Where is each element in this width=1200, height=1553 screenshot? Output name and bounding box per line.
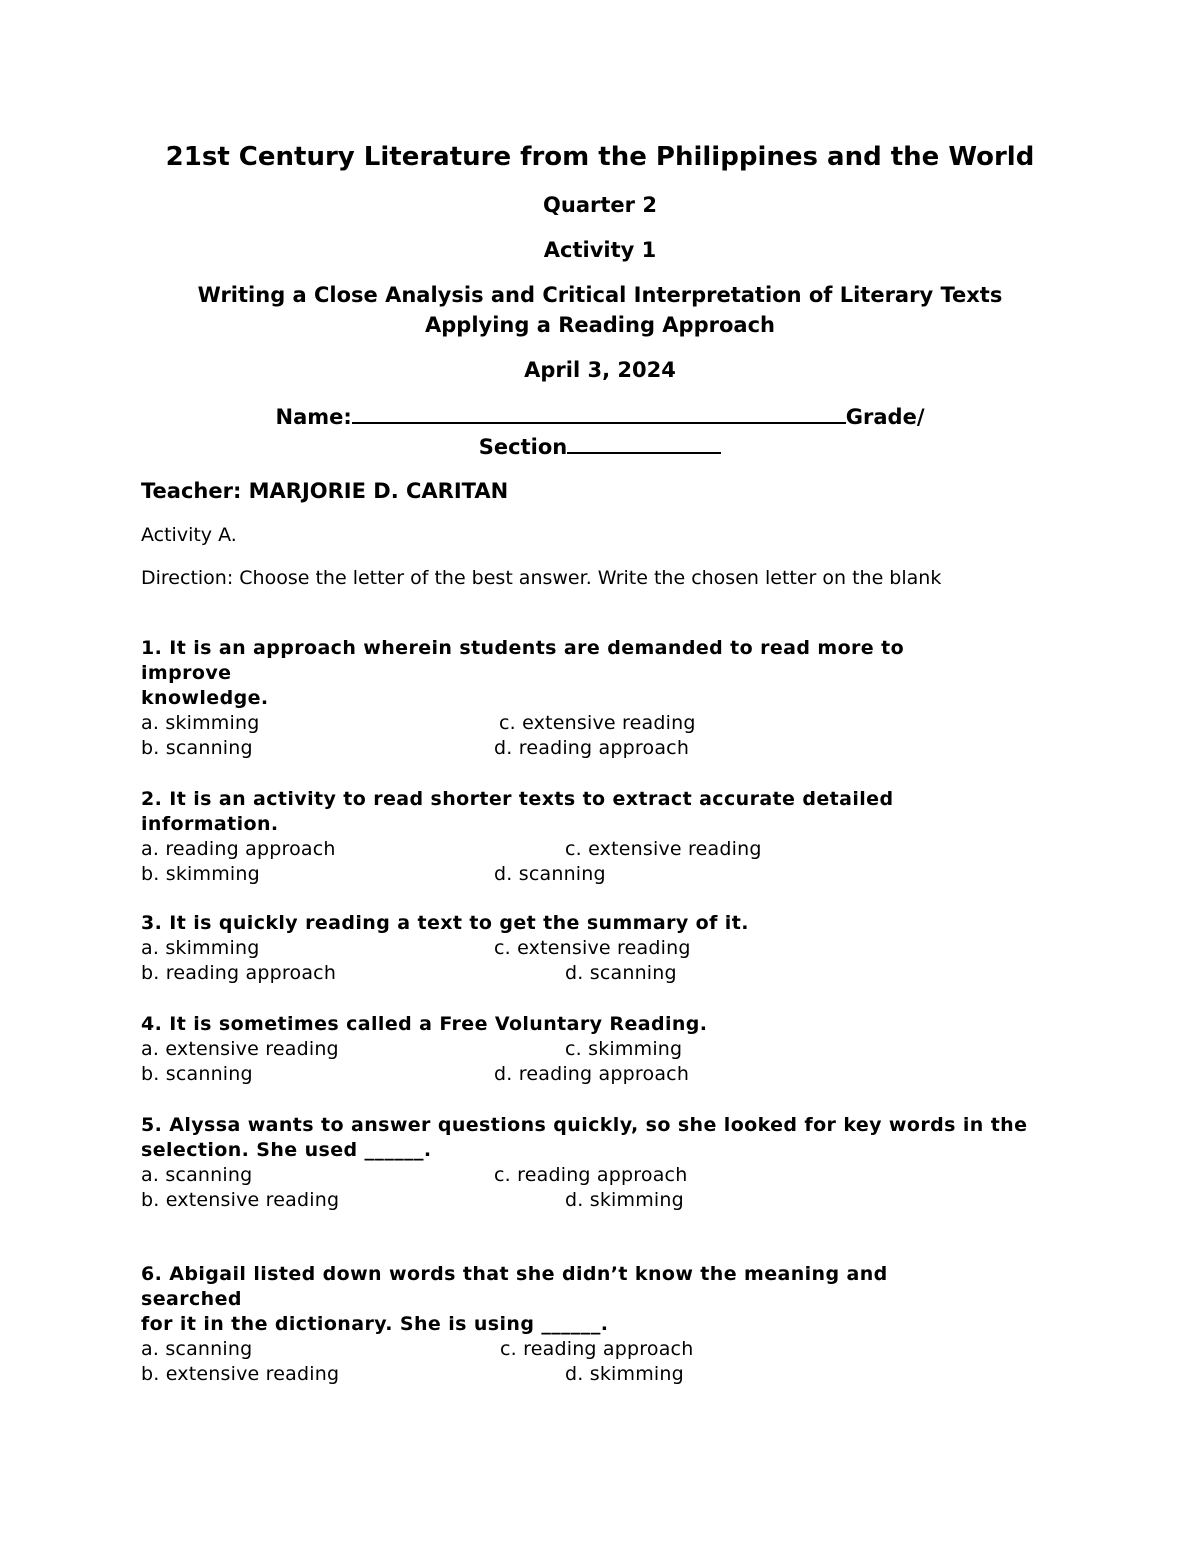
teacher-line: Teacher: MARJORIE D. CARITAN (141, 479, 509, 503)
option-b: b. skimming (141, 863, 260, 885)
option-b: b. scanning (141, 737, 253, 759)
option-c: c. reading approach (500, 1338, 694, 1360)
name-label: Name: (275, 405, 352, 429)
option-row (141, 1188, 1059, 1213)
option-a: a. scanning (141, 1164, 253, 1186)
section-label: Section (478, 435, 568, 459)
subtitle-line-2: Applying a Reading Approach (425, 313, 775, 337)
name-blank[interactable] (352, 400, 846, 424)
section-blank[interactable] (567, 430, 721, 454)
stem-line: 1. It is an approach wherein students are demanded to read more to improve (141, 637, 905, 684)
activity-a-label: Activity A. (141, 524, 237, 546)
option-c: c. extensive reading (494, 937, 691, 959)
option-d: d. scanning (565, 962, 677, 984)
option-row (141, 711, 1059, 736)
question-3 (141, 911, 1059, 986)
option-a: a. reading approach (141, 838, 336, 860)
option-b: b. extensive reading (141, 1189, 340, 1211)
option-row (141, 1037, 1059, 1062)
option-row (141, 1062, 1059, 1087)
question-stem: 3. It is quickly reading a text to get the summary of it. (141, 912, 749, 934)
option-row (141, 837, 1059, 862)
option-d: d. skimming (565, 1189, 684, 1211)
stem-line: 5. Alyssa wants to answer questions quickly, so she looked for key words in the (141, 1114, 1028, 1136)
option-row (141, 862, 1059, 887)
grade-label: Grade/ (845, 405, 925, 429)
direction-label: Direction (141, 567, 227, 589)
stem-line: knowledge. (141, 687, 269, 709)
question-stem (141, 1262, 1059, 1337)
option-b: b. scanning (141, 1063, 253, 1085)
direction-paragraph (141, 564, 1021, 592)
option-c: c. reading approach (494, 1164, 688, 1186)
option-c: c. skimming (565, 1038, 683, 1060)
option-a: a. skimming (141, 937, 260, 959)
direction-text: : Choose the letter of the best answer. Write the chosen letter on the blank (226, 567, 942, 589)
option-row (141, 961, 1059, 986)
question-stem (141, 636, 1059, 711)
stem-line: selection. She used ______. (141, 1139, 432, 1161)
option-a: a. scanning (141, 1338, 253, 1360)
option-a: a. extensive reading (141, 1038, 339, 1060)
stem-line: for it in the dictionary. She is using ______. (141, 1313, 609, 1335)
question-2 (141, 787, 1059, 887)
option-row (141, 936, 1059, 961)
question-stem: 2. It is an activity to read shorter texts to extract accurate detailed information. (141, 788, 894, 835)
option-row (141, 736, 1059, 761)
option-c: c. extensive reading (499, 712, 696, 734)
question-6 (141, 1262, 1059, 1387)
question-1 (141, 636, 1059, 761)
option-row (141, 1163, 1059, 1188)
quarter-heading: Quarter 2 (543, 193, 657, 217)
activity-heading: Activity 1 (543, 238, 657, 262)
option-b: b. reading approach (141, 962, 337, 984)
option-a: a. skimming (141, 712, 260, 734)
question-5 (141, 1113, 1059, 1213)
option-b: b. extensive reading (141, 1363, 340, 1385)
option-d: d. skimming (565, 1363, 684, 1385)
option-row (141, 1362, 1059, 1387)
question-4 (141, 1012, 1059, 1087)
option-d: d. reading approach (494, 1063, 690, 1085)
question-stem (141, 1113, 1059, 1163)
stem-line: 6. Abigail listed down words that she didn’t know the meaning and searched (141, 1263, 888, 1310)
option-d: d. scanning (494, 863, 606, 885)
question-stem: 4. It is sometimes called a Free Voluntary Reading. (141, 1013, 708, 1035)
section-line (141, 430, 1059, 462)
date-heading: April 3, 2024 (524, 358, 676, 382)
option-c: c. extensive reading (565, 838, 762, 860)
document-title: 21st Century Literature from the Philippines and the World (165, 142, 1035, 172)
subtitle-line-1: Writing a Close Analysis and Critical Interpretation of Literary Texts (197, 283, 1003, 307)
option-d: d. reading approach (494, 737, 690, 759)
name-grade-line (141, 400, 1059, 432)
option-row (141, 1337, 1059, 1362)
